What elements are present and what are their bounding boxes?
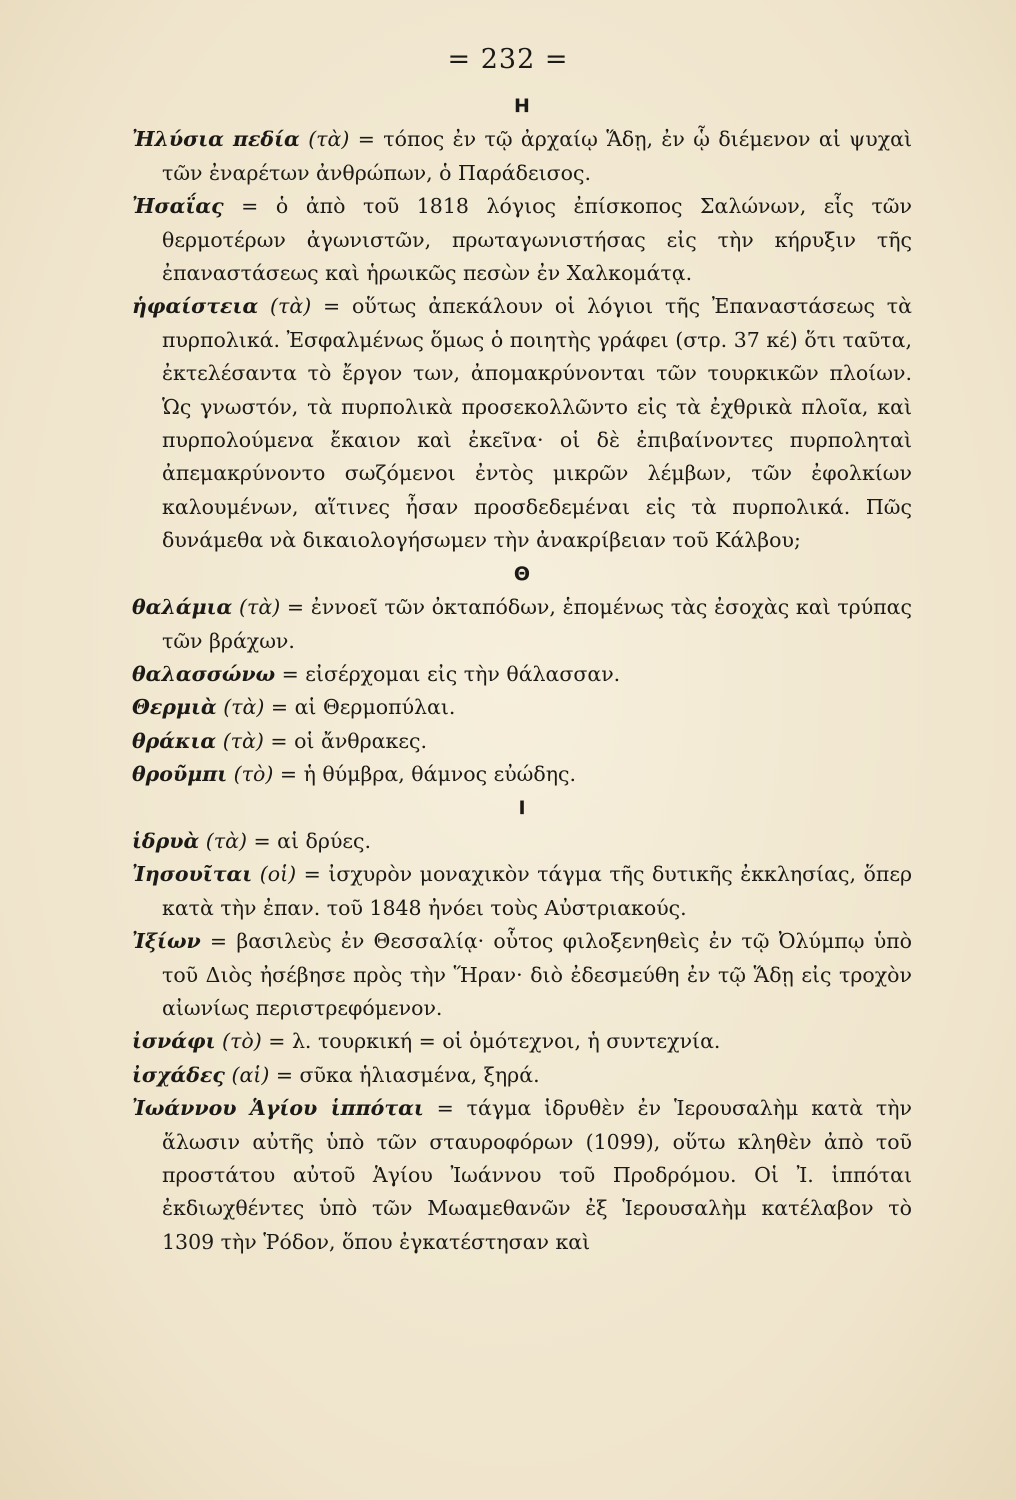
entry-headword: Ἠσαΐας — [132, 194, 224, 219]
glossary-entry — [132, 725, 912, 758]
glossary-text — [132, 90, 912, 1259]
entry-definition: = τόπος ἐν τῷ ἀρχαίῳ Ἅδῃ, ἐν ᾧ διέμενον αἱ ψυχαὶ τῶν ἐναρέτων ἀνθρώπων, ὁ Παράδεισος. — [162, 127, 912, 185]
section-letter-iota: Ι — [518, 796, 526, 819]
entry-definition: = οὕτως ἀπεκάλουν οἱ λόγιοι τῆς Ἐπαναστάσεως τὰ πυρπολικά. Ἐσφαλμένως ὅμως ὁ ποιητὴς γράφει (στρ. 37 κέ) ὅτι ταῦτα, ἐκτελέσαντα τὸ ἔργον των, ἀπομακρύνονται τῶν τουρκικῶν πλοίων. Ὡς γνωστόν, τὰ πυρπολικὰ προσεκολλῶντο εἰς τὰ ἐχθρικὰ πλοῖα, καὶ πυρπολούμενα ἔκαιον καὶ ἐκεῖνα· οἱ δὲ ἐπιβαίνοντες πυρποληταὶ ἀπεμακρύνοντο σωζόμενοι ἐντὸς μικρῶν λέμβων, τῶν ἐφολκίων καλουμένων, αἵτινες ἦσαν προσδεδεμέναι εἰς τὰ πυρπολικά. Πῶς δυνάμεθα νὰ δικαιολογήσωμεν τὴν ἀνακρίβειαν τοῦ Κάλβου; — [162, 294, 912, 553]
glossary-entry — [132, 591, 912, 658]
glossary-entry — [132, 925, 912, 1025]
entry-headword: θαλάμια — [132, 595, 233, 620]
entry-definition: = τάγμα ἱδρυθὲν ἐν Ἱερουσαλὴμ κατὰ τὴν ἅλωσιν αὐτῆς ὑπὸ τῶν σταυροφόρων (1099), οὕτω κληθὲν ἀπὸ τοῦ προστάτου αὐτοῦ Ἁγίου Ἰωάννου τοῦ Προδρόμου. Οἱ Ἰ. ἱππόται ἐκδιωχθέντες ὑπὸ τῶν Μωαμεθανῶν ἐξ Ἱερουσαλὴμ κατέλαβον τὸ 1309 τὴν Ῥόδον, ὅπου ἐγκατέστησαν καὶ — [162, 1096, 912, 1254]
entry-headword: θαλασσώνω — [132, 661, 276, 686]
entry-definition: = σῦκα ἡλιασμένα, ξηρά. — [269, 1062, 540, 1087]
entry-definition: = αἱ δρύες. — [246, 828, 372, 853]
entry-headword: θράκια — [132, 728, 217, 753]
entry-article: (οἱ) — [259, 862, 297, 887]
glossary-entry — [132, 758, 912, 791]
section-letter-eta: Η — [514, 95, 530, 117]
glossary-entry — [132, 1092, 912, 1259]
entry-article: (τὰ) — [223, 695, 265, 720]
entry-article: (αἱ) — [231, 1062, 270, 1087]
entry-definition: = οἱ ἄνθρακες. — [263, 728, 427, 753]
entry-article: (τὰ) — [222, 728, 264, 753]
entry-headword: Ἠλύσια πεδία — [132, 127, 300, 152]
entry-headword: Ἰωάννου Ἁγίου ἱππόται — [132, 1096, 424, 1121]
entry-headword: Ἰξίων — [132, 929, 201, 954]
entry-definition: = ἐννοεῖ τῶν ὀκταπόδων, ἑπομένως τὰς ἐσοχὰς καὶ τρύπας τῶν βράχων. — [162, 595, 912, 653]
entry-headword: θροῦμπι — [132, 762, 228, 787]
glossary-entry — [132, 658, 912, 691]
entry-definition: = βασιλεὺς ἐν Θεσσαλίᾳ· οὗτος φιλοξενηθεὶς ἐν τῷ Ὀλύμπῳ ὑπὸ τοῦ Διὸς ἠσέβησε πρὸς τὴν Ἥραν· διὸ ἐδεσμεύθη ἐν τῷ Ἅδῃ εἰς τροχὸν αἰωνίως περιστρεφόμενον. — [162, 929, 912, 1020]
entry-article: (τὸ) — [222, 1029, 262, 1054]
entry-headword: ἡφαίστεια — [132, 294, 259, 319]
entry-article: (τὰ) — [205, 828, 247, 853]
entry-headword: ἰσνάφι — [132, 1029, 216, 1054]
entry-article: (τὸ) — [233, 762, 274, 787]
glossary-entry — [132, 123, 912, 190]
entry-definition: = λ. τουρκική = οἱ ὁμότεχνοι, ἡ συντεχνία. — [261, 1029, 721, 1054]
glossary-entry — [132, 290, 912, 557]
entry-definition: = εἰσέρχομαι εἰς τὴν θάλασσαν. — [275, 661, 621, 686]
entry-headword: ἱδρυὰ — [132, 828, 200, 853]
entry-definition: = ὁ ἀπὸ τοῦ 1818 λόγιος ἐπίσκοπος Σαλώνων, εἷς τῶν θερμοτέρων ἀγωνιστῶν, πρωταγωνιστήσας εἰς τὴν κήρυξιν τῆς ἐπαναστάσεως καὶ ἡρωικῶς πεσὼν ἐν Χαλκομάτᾳ. — [162, 194, 912, 286]
glossary-entry — [132, 1059, 912, 1092]
glossary-entry — [132, 858, 912, 925]
entry-definition: = ἰσχυρὸν μοναχικὸν τάγμα τῆς δυτικῆς ἐκκλησίας, ὅπερ κατὰ τὴν ἐπαν. τοῦ 1848 ἠνόει τοὺς Αὐστριακούς. — [162, 862, 912, 920]
entry-article: (τὰ) — [308, 127, 350, 152]
glossary-entry — [132, 691, 912, 724]
entry-headword: Θερμιὰ — [132, 695, 217, 720]
page-number: = 232 = — [447, 44, 569, 75]
section-letter-theta: Θ — [513, 562, 531, 585]
entry-definition: = αἱ Θερμοπύλαι. — [264, 695, 456, 720]
entry-article: (τὰ) — [239, 595, 281, 620]
entry-headword: Ἰησουῖται — [132, 862, 253, 887]
entry-headword: ἰσχάδες — [132, 1062, 225, 1087]
entry-article: (τὰ) — [270, 294, 312, 319]
glossary-entry — [132, 1025, 912, 1058]
glossary-entry — [132, 190, 912, 290]
entry-definition: = ἡ θύμβρα, θάμνος εὐώδης. — [273, 762, 577, 787]
glossary-entry — [132, 825, 912, 858]
